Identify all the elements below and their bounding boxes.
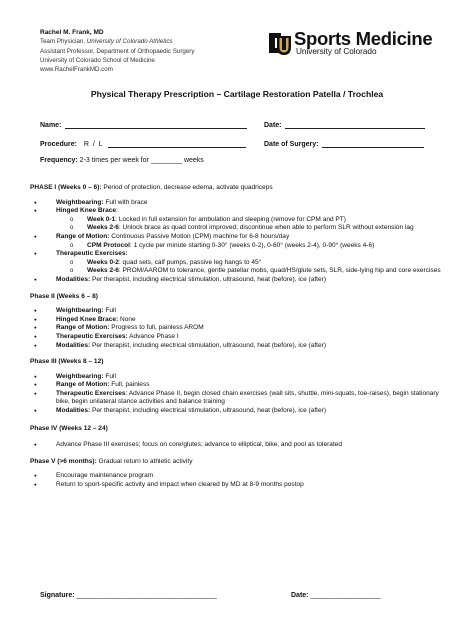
list-item [30,276,450,285]
frequency-field [40,157,204,164]
phase-5-title: Phase V (>6 months): [30,457,97,465]
list-item [30,199,450,208]
signature-label: Signature: [40,592,75,599]
phase-3-heading [30,358,450,367]
signature-date-field [291,592,381,599]
item-label: Modalities: [56,275,91,283]
item-text: : PROM/AAROM to tolerance, gentle patellar mobs, quad/HS/glute sets, SLR, side-lying hip and core exercises [118,267,441,275]
signature-line[interactable]: ____________________________________ [76,592,217,599]
item-text: None [118,315,136,323]
surgery-date-field [264,139,424,148]
header-website: www.RachelFrankMD.com [40,66,113,74]
list-item [30,207,450,216]
header-line-title: Assistant Professor, Department of Orthopaedic Surgery [40,47,195,55]
item-text: : quad sets, calf pumps, passive leg hangs to 45° [118,258,262,266]
item-text: Per therapist, including electrical stimulation, ultrasound, heat (before), ice (after) [90,407,327,415]
sub-list-item [30,259,450,268]
phase-1-list [30,199,450,285]
item-label: Weightbearing: [56,198,104,206]
phase-4-heading [30,425,450,434]
item-label: Hinged Knee Brace [56,207,117,215]
frequency-text: 2-3 times per week for ________ weeks [77,157,204,164]
cu-logo-icon [268,30,292,56]
logo-title: Sports Medicine [294,28,433,49]
list-item [30,324,450,333]
item-label: Range of Motion: [56,381,110,389]
item-text: Full [103,307,116,315]
phase-1-title: PHASE I (Weeks 0 – 6): [30,184,102,191]
phase-4-title: Phase IV (Weeks 12 – 24) [30,424,108,432]
item-label: Range of Motion: [56,232,110,240]
document-title: Physical Therapy Prescription – Cartilage Restoration Patella / Trochlea [90,89,384,99]
sub-list-item [30,267,450,276]
sub-list-item [30,242,450,251]
team-affiliation: University of Colorado Athletics [86,38,173,46]
signature-field [40,592,217,599]
sub-list-item [30,224,450,233]
procedure-label: Procedure: [40,141,77,148]
surgery-date-input-line[interactable] [322,139,424,148]
item-label: Weeks 0-2 [87,258,119,266]
item-label: Therapeutic Exercises [56,389,126,397]
item-label: Week 0-1 [87,215,116,223]
date-field [264,120,425,129]
signature-date-label: Date: [291,592,309,599]
surgery-date-label: Date of Surgery: [264,141,319,148]
sub-list-item [30,216,450,225]
list-item [30,316,450,325]
item-text: : 1 cycle per minute starting 0-30° (weeks 0-2), 0-60° (weeks 2-4), 0-90° (weeks 4-6) [129,241,375,249]
procedure-side[interactable]: R / L [83,141,103,148]
phase-5-list [30,472,450,489]
list-item [30,407,450,416]
item-text: Advance Phase I [127,332,179,340]
date-label: Date: [264,122,282,129]
phase-3-list [30,373,450,416]
name-input-line[interactable] [65,120,247,129]
header-line-team [40,37,194,46]
phase-1-heading [30,184,450,193]
list-item [30,373,450,382]
list-item [30,342,450,351]
sports-medicine-logo [268,30,443,60]
item-text: Per therapist, including electrical stimulation, ultrasound, heat (before), ice (after) [90,275,327,283]
physician-header [40,28,194,74]
prescription-body [30,184,450,490]
item-label: Range of Motion: [56,324,110,332]
phase-2-title: Phase II (Weeks 6 – 8) [30,292,98,300]
item-label: Weightbearing: [56,372,104,380]
item-text: Per therapist, including electrical stimulation, ultrasound, heat (before), ice (after) [90,341,327,349]
list-item: ● Return to sport-specific activity and impact when cleared by MD at 8-9 months postop [30,481,450,490]
item-label: Weightbearing: [56,307,104,315]
item-text: : Unlock brace as quad control improved; discontinue when able to perform SLR without extension lag [118,224,414,232]
item-label: CPM Protocol [87,241,130,249]
phase-2-heading [30,293,450,302]
list-item [30,307,450,316]
item-label: Modalities: [56,341,91,349]
phase-5-heading [30,458,450,467]
list-item: ● Encourage maintenance program [30,472,450,481]
item-label: Weeks 2-6 [87,224,119,232]
item-text: Continuous Passive Motion (CPM) machine for 6-8 hours/day [109,232,290,240]
list-item [30,390,450,407]
date-input-line[interactable] [285,120,425,129]
list-item [30,333,450,342]
item-text: : Advance Phase II, begin closed chain exercises (wall sits, shuttle, mini-squats, toe-raises), begin stationary bike, begin unilateral stance activities and balance training [56,389,439,406]
name-label: Name: [40,122,62,129]
item-label: Weeks 2-6 [87,267,119,275]
item-text: : Locked in full extension for ambulation and sleeping (remove for CPM and PT) [115,215,346,223]
phase-1-subtitle: Period of protection, decrease edema, activate quadriceps [101,184,273,191]
team-prefix: Team Physician, [40,38,87,46]
list-item [30,233,450,242]
item-text: : [116,207,118,215]
item-label: Hinged Knee Brace: [56,315,119,323]
list-item [30,381,450,390]
name-field [40,120,247,129]
frequency-label: Frequency: [40,157,78,164]
procedure-field [40,139,246,148]
item-label: Therapeutic Exercises: [56,332,128,340]
signature-date-line[interactable]: __________________ [310,592,381,599]
phase-5-subtitle: Gradual return to athletic activity [96,457,193,465]
phase-2-list [30,307,450,350]
item-text: Full with brace [103,198,148,206]
physician-name: Rachel M. Frank, MD [40,29,104,36]
item-label: Therapeutic Exercises: [56,250,128,258]
list-item [30,250,450,259]
logo-subtitle: University of Colorado [296,47,377,56]
procedure-input-line[interactable] [108,139,246,148]
list-item: ● Advance Phase III exercises; focus on core/glutes; advance to elliptical, bike, and pool as tolerated [30,441,450,450]
item-label: Modalities: [56,407,91,415]
item-text: Full, painless [109,381,150,389]
header-line-school: University of Colorado School of Medicine [40,56,155,64]
phase-3-title: Phase III (Weeks 8 – 12) [30,358,104,366]
item-text: Full [103,372,116,380]
item-text: Progress to full, painless AROM [109,324,204,332]
phase-4-list [30,441,450,450]
